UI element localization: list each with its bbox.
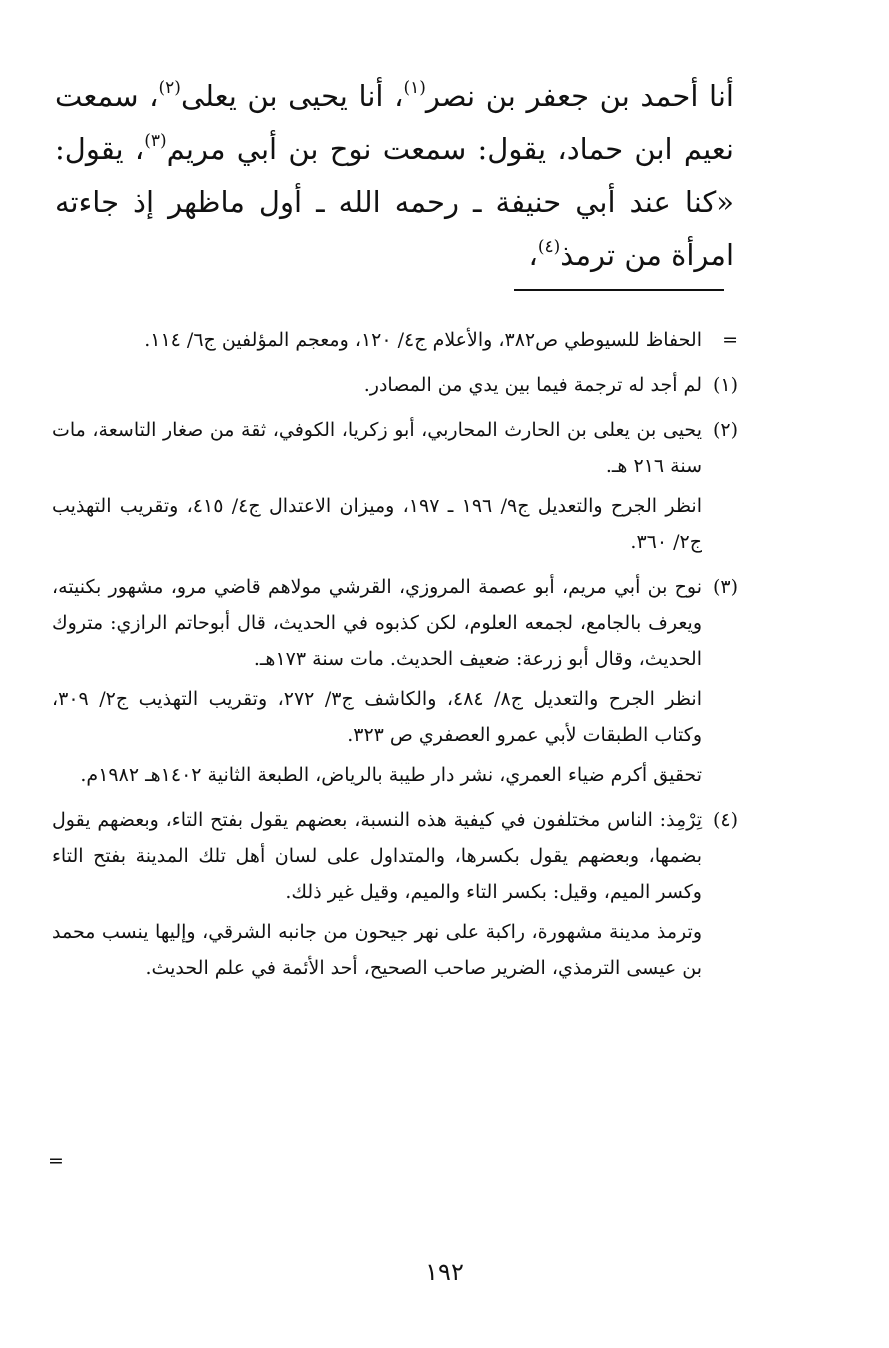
footnote-text: انظر الجرح والتعديل ج٩/ ١٩٦ ـ ١٩٧، وميزان الاعتدال ج٤/ ٤١٥، وتقريب التهذيب ج٢/ ٣٦٠. <box>52 495 702 553</box>
footnote-ref[interactable]: (٣) <box>144 131 167 151</box>
footnote-continued <box>52 322 738 362</box>
footnote-1 <box>52 367 738 407</box>
footnote-ref[interactable]: (٢) <box>158 78 181 98</box>
footnote-2 <box>52 412 738 564</box>
main-text-segment: أنا أحمد بن جعفر بن نصر <box>425 79 734 113</box>
footnote-4 <box>52 802 738 990</box>
footnote-text: تِرْمِذ: الناس مختلفون في كيفية هذه النسبة، بعضهم يقول بفتح التاء، وبعضهم يقول بضمها، وبعضهم يقول بكسرها، والمتداول على لسان أهل تلك المدينة بفتح التاء وكسر الميم، وقيل: بكسر التاء والميم، وقيل غير ذلك. <box>52 809 702 903</box>
footnote-3 <box>52 569 738 797</box>
footnote-number: (٤) <box>712 809 738 831</box>
footnote-ref[interactable]: (٤) <box>537 237 561 257</box>
main-text <box>55 70 734 282</box>
main-text-segment: ، سمعت نعيم ابن حماد، يقول: سمعت نوح بن أبي مريم <box>55 79 734 166</box>
footnote-text: الحفاظ للسيوطي ص٣٨٢، والأعلام ج٤/ ١٢٠، ومعجم المؤلفين ج٦/ ١١٤. <box>144 329 702 351</box>
footnote-text: انظر الجرح والتعديل ج٨/ ٤٨٤، والكاشف ج٣/ ٢٧٢، وتقريب التهذيب ج٢/ ٣٠٩، وكتاب الطبقات لأبي عمرو العصفري ص ٣٢٣. <box>52 688 702 746</box>
footnote-separator <box>514 289 724 291</box>
footnotes <box>52 322 738 995</box>
main-text-segment: ، <box>528 238 538 272</box>
main-text-segment: ، أنا يحيى بن يعلى <box>180 79 404 113</box>
page-number: ١٩٢ <box>425 1258 464 1286</box>
footnote-text: نوح بن أبي مريم، أبو عصمة المروزي، القرشي مولاهم قاضي مرو، مشهور بكنيته، ويعرف بالجامع، لجمعه العلوم، لكن كذبوه في الحديث، قال أبوحاتم الرازي: متروك الحديث، وقال أبو زرعة: ضعيف الحديث. مات سنة ١٧٣هـ. <box>52 576 702 670</box>
footnote-text: تحقيق أكرم ضياء العمري، نشر دار طيبة بالرياض، الطبعة الثانية ١٤٠٢هـ ١٩٨٢م. <box>80 764 702 786</box>
footnote-text: لم أجد له ترجمة فيما بين يدي من المصادر. <box>363 374 702 396</box>
footnote-text: وترمذ مدينة مشهورة، راكبة على نهر جيحون من جانبه الشرقي، وإليها ينسب محمد بن عيسى الترمذي، الضرير صاحب الصحيح، أحد الأئمة في علم الحديث. <box>52 921 702 979</box>
continuation-mark: = <box>48 1150 64 1172</box>
footnote-text: يحيى بن يعلى بن الحارث المحاربي، أبو زكريا، الكوفي، ثقة من صغار التاسعة، مات سنة ٢١٦ هـ. <box>52 419 702 477</box>
footnote-number: (٢) <box>712 419 738 441</box>
continuation-mark: = <box>722 329 738 351</box>
main-paragraph <box>55 70 734 282</box>
footnote-ref[interactable]: (١) <box>403 78 426 98</box>
footnote-number: (١) <box>712 374 738 396</box>
footnote-number: (٣) <box>712 576 738 598</box>
main-text-segment: ، يقول: «كنا عند أبي حنيفة ـ رحمه الله ـ أول ماظهر إذ جاءته امرأة من ترمذ <box>55 132 734 272</box>
